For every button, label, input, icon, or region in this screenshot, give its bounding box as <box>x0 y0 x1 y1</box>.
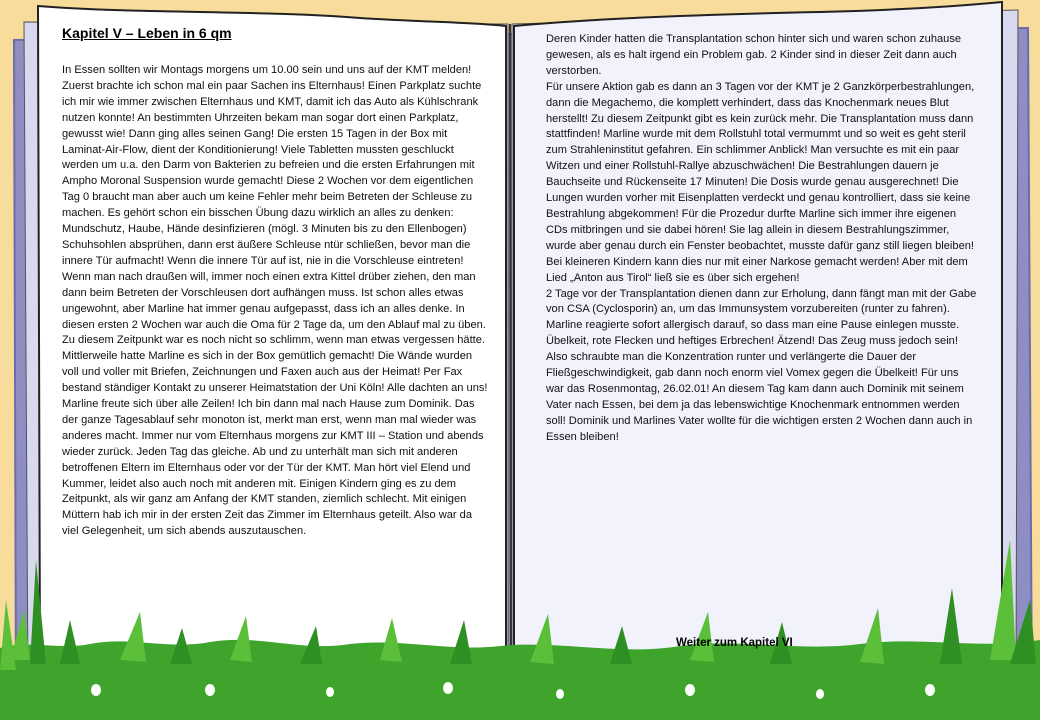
right-paragraph: 2 Tage vor der Transplantation dienen dann zur Erholung, dann fängt man mit der Gabe von CSA (Cyclosporin) an, um das Immunsystem vorzubereiten (runter zu fahren). Marline reagierte sofort allergisch darauf, so dass man eine Pause einlegen musste. Übelkeit, rote Flecken und heftiges Erbrechen! Ätzend! Das Zeug muss jedoch sein! Also schraubte man die Konzentration runter und verlängerte die Dauer der Fließgeschwindigkeit, gab dann noch enorm viel Vomex gegen die Übelkeit! Für uns war das Rosenmontag, 26.02.01! An diesem Tag kam dann auch Dominik mit seinem Vater nach Essen, bei dem ja das lebenswichtige Knochenmark entnommen werden soll! Dominik und Marlines Vater wollte für die wichtigen ersten 2 Wochen dann auch in Essen bleiben! <box>546 287 977 443</box>
left-page-text: In Essen sollten wir Montags morgens um 10.00 sein und uns auf der KMT melden! Zuerst brachte ich schon mal ein paar Sachen ins Elternhaus! Einen Parkplatz suchte ich mir wie immer zwischen Elternhaus und KMT, damit ich das Auto als Kühlschrank nutzen konnte! An bestimmten Uhrzeiten bekam man sogar dort einen Parkplatz, gewusst wie! Dann ging alles seinen Gang! Die ersten 15 Tagen in der Box mit Laminat-Air-Flow, dient der Konditionierung! Viele Tabletten mussten geschluckt werden um u.a. den Darm von Bakterien zu befreien und die ersten Erfahrungen mit Ampho Moronal Suspension wurde gemacht! Diese 2 Wochen vor dem eigentlichen Tag 0 braucht man aber auch um keine Fehler mehr beim Betreten der Schleuse zu machen. Es gehört schon ein bisschen Übung dazu wirklich an alles zu denken: Mundschutz, Haube, Hände desinfizieren (mögl. 3 Minuten bis zu den Ellenbogen) Schuhsohlen absprühen, dann erst äußere Schleuse ntür schließen, bevor man die innere Tür aufmacht! Wenn die innere Tür auf ist, nie in die Vorschleuse eintreten! Wenn man nach draußen will, immer noch einen extra Kittel drüber ziehen, den man dann beim Betreten der Vorschleusen dort aufhängen muss. Ist schon alles etwas ungewohnt, aber Marline hat immer genau aufgepasst, dass ich an alles denke. In diesen ersten 2 Wochen war auch die Oma für 2 Tage da, um den Ablauf mal zu üben. Zu diesem Zeitpunkt war es noch nicht so schlimm, wenn man etwas vergessen hätte. Mittlerweile hatte Marline es sich in der Box gemütlich gemacht! Die Wände wurden voll und voller mit Briefen, Zeichnungen und Faxen auch aus der Heimat! Per Fax bestand ständiger Kontakt zu unserer Heimatstation der Uni Köln! Alle dachten an uns! Marline freute sich über alle Zeilen! Ich bin dann mal nach Hause zum Dominik. Das der ganze Tagesablauf sehr monoton ist, merkt man erst, wenn man mal wieder was anderes macht. Immer nur vom Elternhaus morgens zur KMT III – Station und abends wieder zurück. Jeden Tag das gleiche. Ab und zu unterhält man sich mit anderen betroffenen Eltern im Elternhaus oder vor der Tür der KMT. Man hört viel Elend und Kummer, leidet also auch noch mit anderen mit. Einigen Kindern ging es zu dem Zeitpunkt, als wir ganz am Anfang der KMT standen, ziemlich schlecht. Mit einigen Müttern hab ich mir in der ersten Zeit das Zimmer im Elternhaus geteilt. Also war da viel Gelegenheit, um sich abends auszutauschen. <box>62 64 488 538</box>
right-paragraph: Deren Kinder hatten die Transplantation schon hinter sich und waren schon zuhause gewesen, als es halt irgend ein Problem gab. 2 Kinder sind in dieser Zeit dann auch verstorben. <box>546 33 962 77</box>
next-chapter-link[interactable]: Weiter zum Kapitel VI <box>676 637 793 649</box>
right-paragraph: Für unsere Aktion gab es dann an 3 Tagen vor der KMT je 2 Ganzkörperbestrahlungen, dann die Megachemo, die komplett verhindert, dass das Knochenmark neues Blut herstellt! Zu diesem Zeitpunkt gibt es kein zurück mehr. Die Transplantation muss dann stattfinden! Marline wurde mit dem Rollstuhl total vermummt und so weit es geht steril zum Strahleninstitut gefahren. Ein schlimmer Anblick! Man versuchte es mit ein paar Witzen und einer Rollstuhl-Rallye abzuschwächen! Die Bestrahlungen dauern je Bauchseite und Rückenseite 17 Minuten! Die Dosis wurde genau ausgerechnet! Die Lungen wurden vorher mit Eisenplatten verdeckt und genau kontrolliert, dass sie keine Bestrahlung abgekommen! Für die Prozedur durfte Marline sich immer ihre eigenen CDs mitbringen und sie dabei hören! Sie lag allein in diesem Bestrahlungszimmer, wurde aber genau durch ein Fenster beobachtet, musste dafür ganz still liegen bleiben! Bei kleineren Kindern kann dies nur mit einer Narkose gemacht werden! Aber mit dem Lied „Anton aus Tirol“ ließ sie es über sich ergehen! <box>546 80 975 284</box>
right-page-text <box>546 32 978 446</box>
book-spine <box>510 24 511 700</box>
chapter-title: Kapitel V – Leben in 6 qm <box>62 25 232 41</box>
